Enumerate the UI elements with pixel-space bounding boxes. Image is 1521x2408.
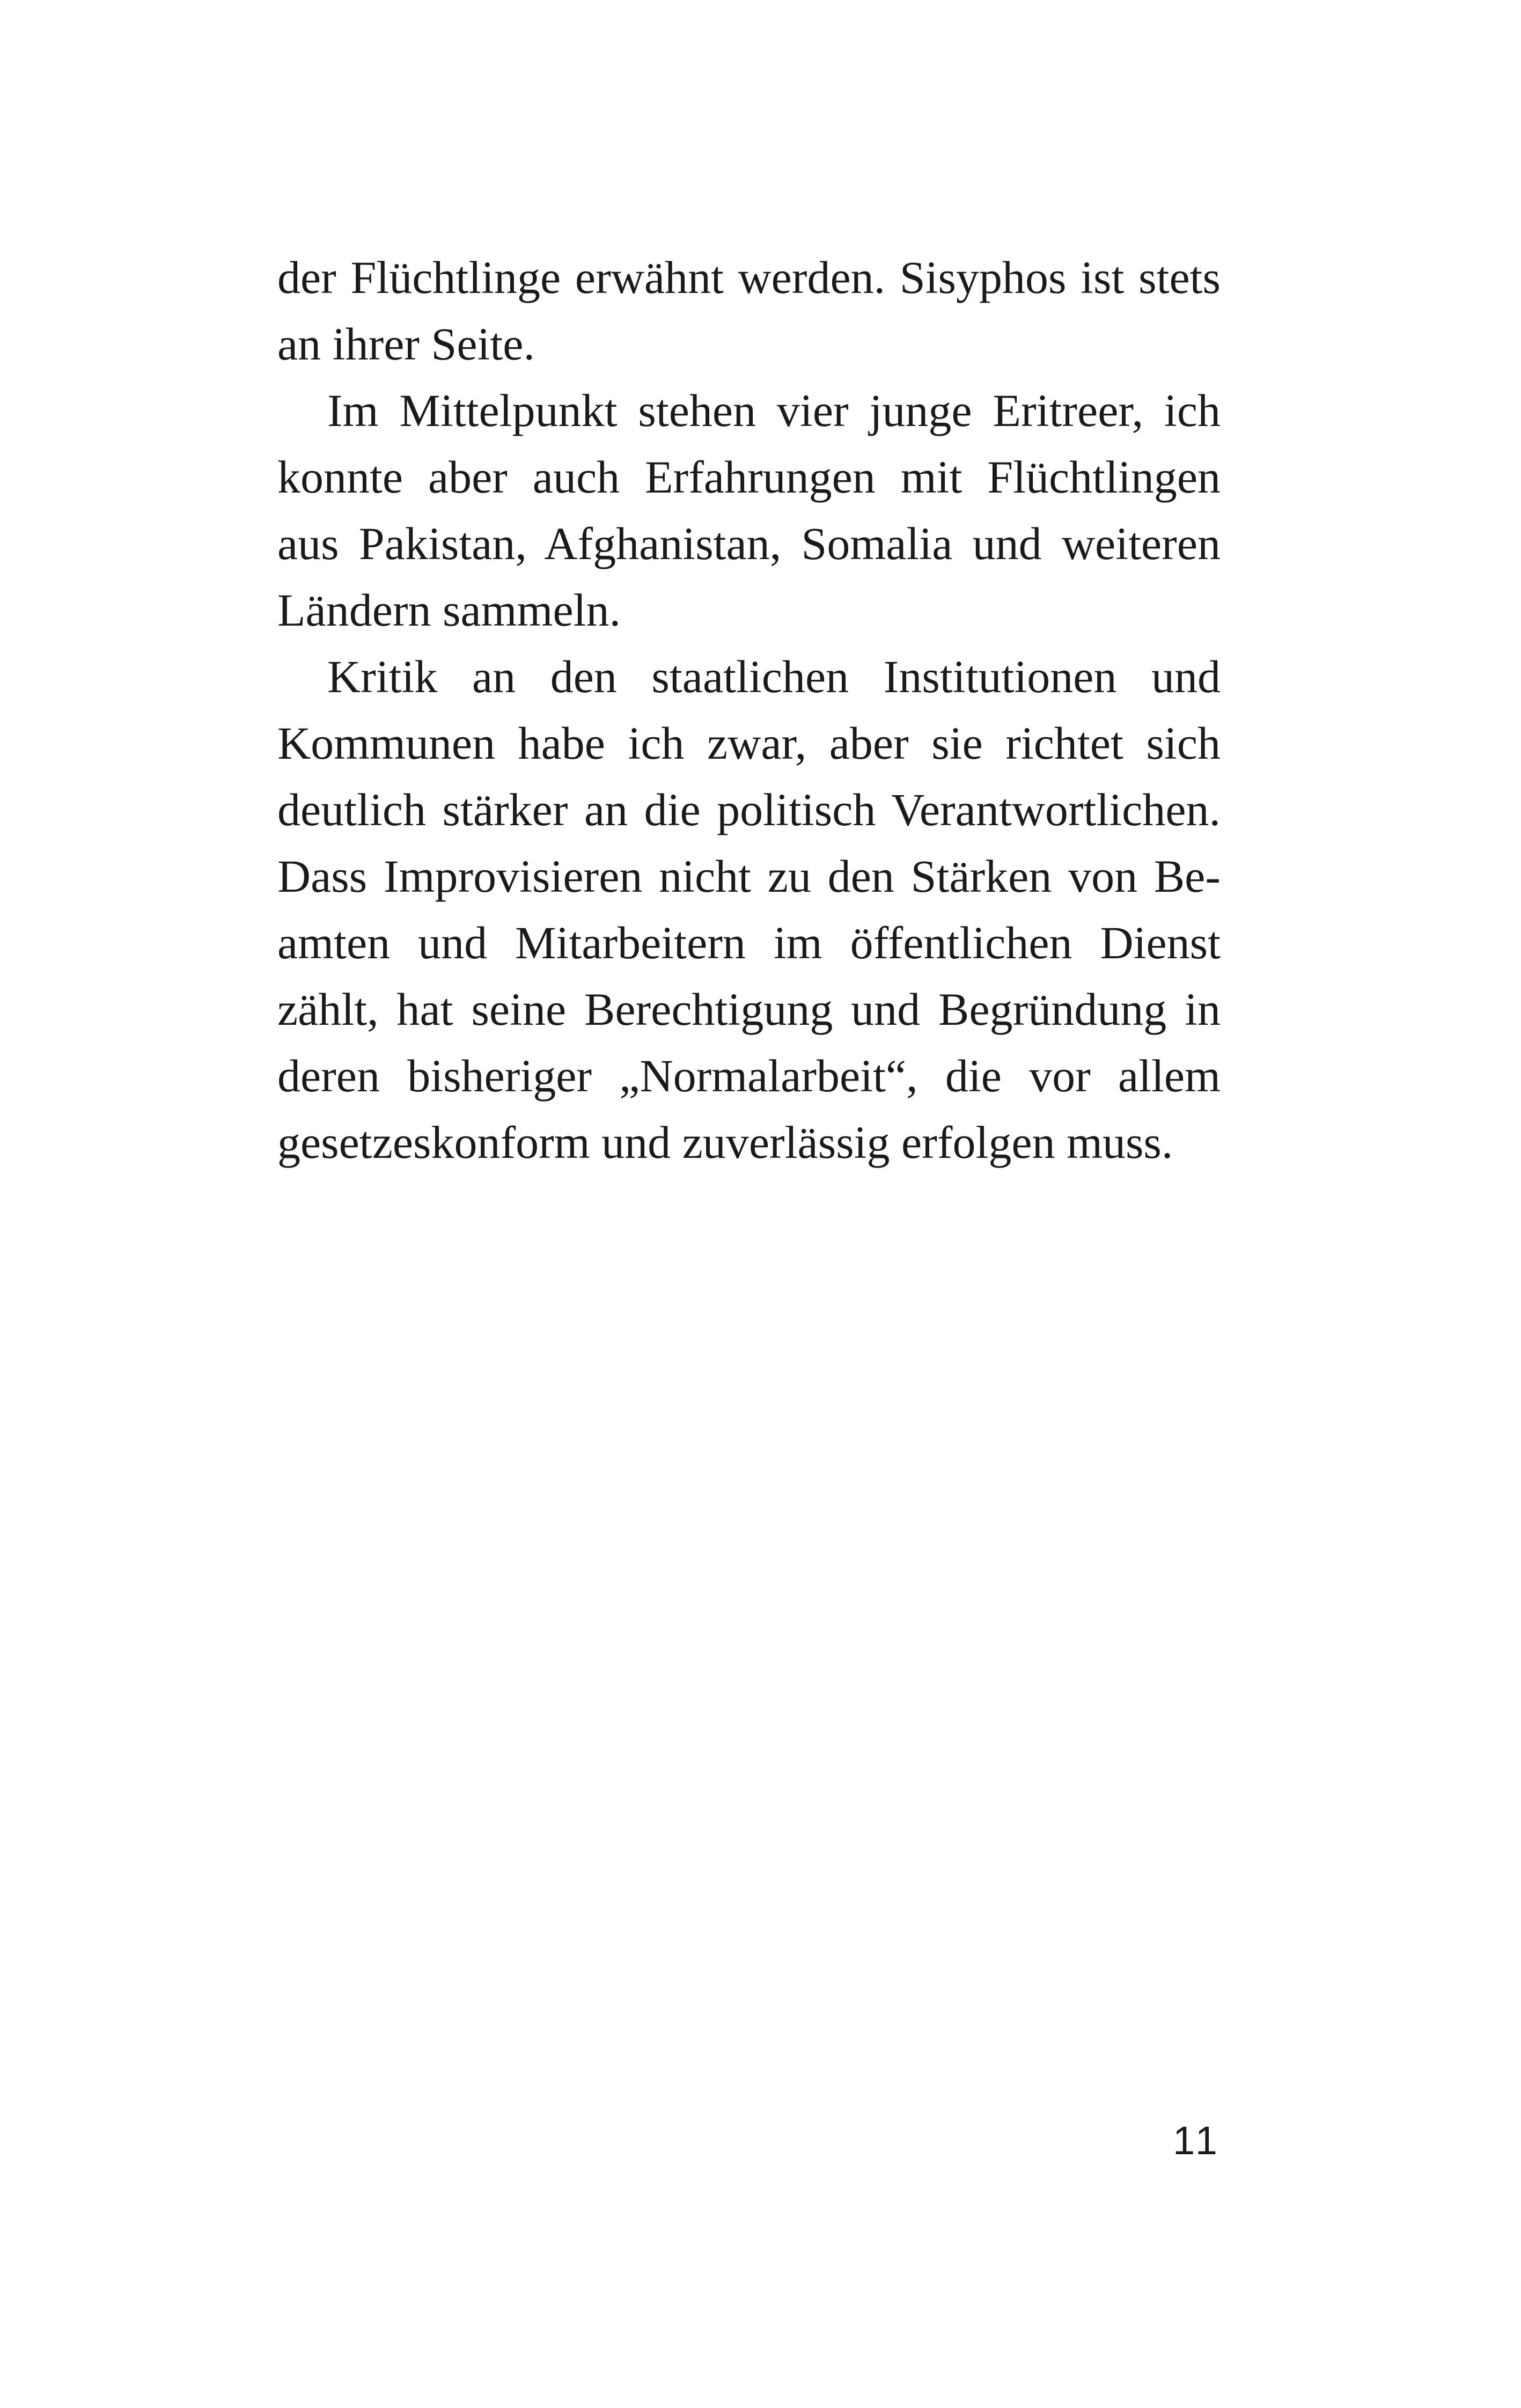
text-line: der Flüchtlinge erwähnt werden. Sisyphos ist stets <box>277 252 1221 303</box>
text-line: Ländern sammeln. <box>277 584 621 636</box>
text-line: Kritik an den staatlichen Institutionen und <box>327 651 1221 702</box>
text-line: deren bisheriger „Normalarbeit“, die vor allem <box>277 1050 1221 1102</box>
text-line: gesetzeskonform und zuverlässig erfolgen muss. <box>277 1117 1173 1168</box>
text-line: deutlich stärker an die politisch Verantwortlichen. <box>277 784 1221 835</box>
text-line: amten und Mitarbeitern im öffentlichen Dienst <box>277 917 1221 968</box>
text-line: an ihrer Seite. <box>277 318 535 370</box>
text-line: Dass Improvisieren nicht zu den Stärken von Be- <box>277 850 1221 902</box>
text-line: zählt, hat seine Berechtigung und Begründung in <box>277 983 1221 1035</box>
text-line: konnte aber auch Erfahrungen mit Flüchtlingen <box>277 451 1221 503</box>
page-number: 11 <box>1173 2118 1221 2163</box>
text-line: Im Mittelpunkt stehen vier junge Eritreer, ich <box>327 385 1221 436</box>
body-text <box>277 244 1221 1176</box>
text-line: Kommunen habe ich zwar, aber sie richtet sich <box>277 717 1221 769</box>
text-line: aus Pakistan, Afghanistan, Somalia und weiteren <box>277 518 1221 569</box>
